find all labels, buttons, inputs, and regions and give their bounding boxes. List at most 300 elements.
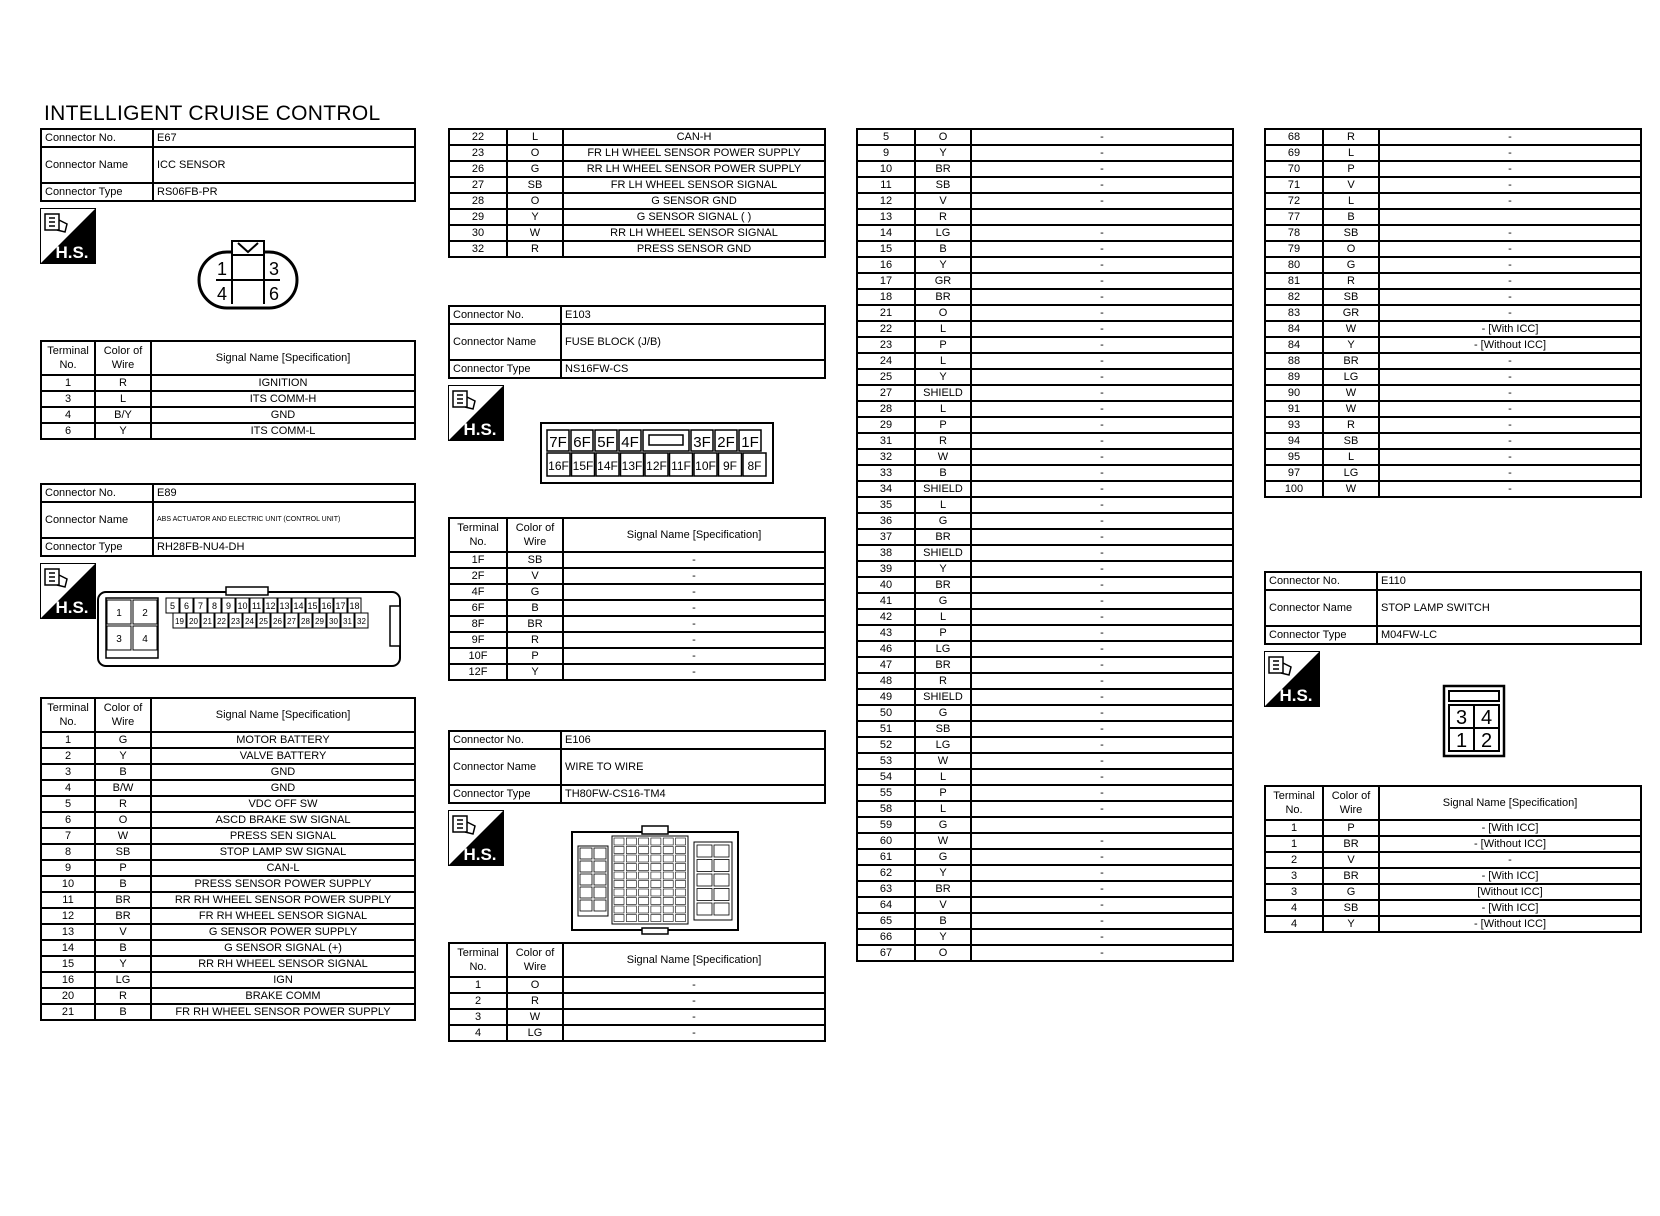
e89-pin-label: 30 bbox=[329, 617, 338, 626]
e106-row bbox=[1265, 321, 1641, 337]
e106-signal-name: - bbox=[563, 1009, 825, 1025]
e67-wire-color: Y bbox=[95, 423, 151, 439]
e89-wire-color: SB bbox=[507, 177, 563, 193]
e106-signal-name: - bbox=[971, 129, 1233, 145]
e89-terminal-no: 4 bbox=[41, 780, 95, 796]
e110-pin-label: 4 bbox=[1480, 707, 1493, 729]
e89-row bbox=[41, 924, 415, 940]
e67-connector-name: ICC SENSOR bbox=[153, 147, 415, 183]
e89-pin-label: 1 bbox=[116, 608, 122, 619]
page-title: INTELLIGENT CRUISE CONTROL bbox=[44, 102, 381, 125]
e106-row bbox=[857, 481, 1233, 497]
e106-terminal-no: 27 bbox=[857, 385, 915, 401]
e89-terminal-no: 26 bbox=[449, 161, 507, 177]
e106-wire-color: SHIELD bbox=[915, 689, 971, 705]
e106-signal-name: - bbox=[1379, 273, 1641, 289]
e106-row bbox=[1265, 369, 1641, 385]
e106-terminal-no: 70 bbox=[1265, 161, 1323, 177]
e67-row bbox=[41, 423, 415, 439]
e106-wire-color: L bbox=[915, 497, 971, 513]
e106-terminal-no: 89 bbox=[1265, 369, 1323, 385]
e89-row bbox=[449, 177, 825, 193]
e103-terminal-no: 9F bbox=[449, 632, 507, 648]
e106-signal-name: - bbox=[971, 385, 1233, 401]
e89-terminal-no: 2 bbox=[41, 748, 95, 764]
e89-wire-color: Y bbox=[95, 748, 151, 764]
e106-row bbox=[1265, 161, 1641, 177]
e106-row bbox=[1265, 129, 1641, 145]
e67-wire-color: R bbox=[95, 375, 151, 391]
e106-wire-color: G bbox=[915, 849, 971, 865]
e89-signal-name: VDC OFF SW bbox=[151, 796, 415, 812]
e106-wire-color: GR bbox=[915, 273, 971, 289]
e106-signal-name: - bbox=[971, 769, 1233, 785]
e106-terminal-no: 31 bbox=[857, 433, 915, 449]
e89-signal-name: CAN-H bbox=[563, 129, 825, 145]
e106-row bbox=[857, 577, 1233, 593]
e106-terminal-no: 38 bbox=[857, 545, 915, 561]
e103-wire-color: G bbox=[507, 584, 563, 600]
e89-terminal-no: 16 bbox=[41, 972, 95, 988]
e103-row bbox=[449, 648, 825, 664]
e106-terminal-no: 84 bbox=[1265, 337, 1323, 353]
e89-wire-color: BR bbox=[95, 908, 151, 924]
e89-pin-label: 6 bbox=[183, 601, 190, 611]
e89-connector-name: ABS ACTUATOR AND ELECTRIC UNIT (CONTROL UNIT) bbox=[153, 502, 415, 538]
e67-terminal-no: 6 bbox=[41, 423, 95, 439]
e106-terminal-no: 18 bbox=[857, 289, 915, 305]
e106-terminal-table bbox=[448, 942, 826, 1042]
e106-signal-name bbox=[971, 817, 1233, 833]
e106-row bbox=[857, 913, 1233, 929]
e106-connector-name: WIRE TO WIRE bbox=[561, 749, 825, 785]
e106-signal-name: - bbox=[1379, 145, 1641, 161]
e106-terminal-no: 71 bbox=[1265, 177, 1323, 193]
e89-signal-name: RR LH WHEEL SENSOR SIGNAL bbox=[563, 225, 825, 241]
e103-row bbox=[449, 632, 825, 648]
e106-wire-color: O bbox=[507, 977, 563, 993]
e106-row bbox=[1265, 241, 1641, 257]
e106-wire-color: BR bbox=[915, 657, 971, 673]
e106-signal-name: - bbox=[1379, 433, 1641, 449]
e89-signal-name: G SENSOR GND bbox=[563, 193, 825, 209]
e103-wire-color: V bbox=[507, 568, 563, 584]
e89-terminal-no: 20 bbox=[41, 988, 95, 1004]
e106-row bbox=[857, 657, 1233, 673]
e110-row bbox=[1265, 916, 1641, 932]
e67-terminal-no: 3 bbox=[41, 391, 95, 407]
e106-wire-color: LG bbox=[1323, 465, 1379, 481]
e106-wire-color: LG bbox=[915, 641, 971, 657]
e89-signal-name: PRESS SENSOR POWER SUPPLY bbox=[151, 876, 415, 892]
e89-terminal-no: 1 bbox=[41, 732, 95, 748]
e89-pin-label: 19 bbox=[175, 617, 184, 626]
e106-row bbox=[857, 881, 1233, 897]
e106-wire-color: LG bbox=[915, 737, 971, 753]
e106-wire-color: P bbox=[915, 625, 971, 641]
e106-signal-name: - bbox=[971, 913, 1233, 929]
e106-wire-color: R bbox=[915, 209, 971, 225]
e106-terminal-no: 3 bbox=[449, 1009, 507, 1025]
e106-signal-name: - bbox=[971, 417, 1233, 433]
e106-wire-color: BR bbox=[915, 529, 971, 545]
e67-terminal-no: 1 bbox=[41, 375, 95, 391]
e89-row bbox=[41, 732, 415, 748]
e89-signal-name: FR RH WHEEL SENSOR POWER SUPPLY bbox=[151, 1004, 415, 1020]
e106-wire-color: SHIELD bbox=[915, 385, 971, 401]
e106-wire-color: R bbox=[1323, 273, 1379, 289]
e106-terminal-no: 36 bbox=[857, 513, 915, 529]
e106-terminal-no: 1 bbox=[449, 977, 507, 993]
e106-terminal-table-continued bbox=[856, 128, 1234, 962]
e103-pin-label: 2F bbox=[717, 434, 735, 451]
terminal-no-header: Terminal No. bbox=[449, 518, 507, 552]
e106-signal-name: - bbox=[971, 161, 1233, 177]
e89-wire-color: O bbox=[507, 193, 563, 209]
e67-connector-face-diagram bbox=[196, 238, 300, 312]
e106-signal-name: - bbox=[971, 689, 1233, 705]
e106-signal-name: - bbox=[971, 593, 1233, 609]
e106-signal-name: - bbox=[1379, 401, 1641, 417]
e106-row bbox=[857, 129, 1233, 145]
e67-connector-type: RS06FB-PR bbox=[153, 183, 415, 201]
e106-terminal-no: 39 bbox=[857, 561, 915, 577]
e106-signal-name: - bbox=[563, 993, 825, 1009]
e106-row bbox=[1265, 305, 1641, 321]
e106-terminal-no: 61 bbox=[857, 849, 915, 865]
e89-terminal-no: 5 bbox=[41, 796, 95, 812]
e89-terminal-no: 7 bbox=[41, 828, 95, 844]
e110-terminal-no: 4 bbox=[1265, 900, 1323, 916]
e106-signal-name: - bbox=[1379, 241, 1641, 257]
e110-signal-name: - [Without ICC] bbox=[1379, 836, 1641, 852]
e106-signal-name: - bbox=[971, 177, 1233, 193]
e106-signal-name: - bbox=[1379, 193, 1641, 209]
e106-wire-color: SB bbox=[1323, 433, 1379, 449]
e106-wire-color: R bbox=[915, 433, 971, 449]
e89-connector-no: E89 bbox=[153, 484, 415, 502]
e106-terminal-no: 24 bbox=[857, 353, 915, 369]
e110-wire-color: BR bbox=[1323, 836, 1379, 852]
e110-row bbox=[1265, 868, 1641, 884]
e103-signal-name: - bbox=[563, 632, 825, 648]
e89-wire-color: G bbox=[507, 161, 563, 177]
e106-row bbox=[857, 177, 1233, 193]
e106-row bbox=[1265, 417, 1641, 433]
connector-hand-icon bbox=[45, 569, 67, 587]
e110-wire-color: SB bbox=[1323, 900, 1379, 916]
e106-row bbox=[857, 369, 1233, 385]
e106-wire-color: O bbox=[915, 129, 971, 145]
e106-row bbox=[1265, 433, 1641, 449]
e89-signal-name: MOTOR BATTERY bbox=[151, 732, 415, 748]
e89-pin-label: 7 bbox=[197, 601, 204, 611]
e106-signal-name: - bbox=[971, 529, 1233, 545]
e89-row bbox=[41, 844, 415, 860]
e103-signal-name: - bbox=[563, 552, 825, 568]
e106-wire-color: Y bbox=[1323, 337, 1379, 353]
hs-label: H.S. bbox=[463, 420, 497, 439]
connector-type-label: Connector Type bbox=[449, 785, 561, 803]
e106-signal-name: - bbox=[971, 273, 1233, 289]
e106-row bbox=[857, 673, 1233, 689]
e89-signal-name: FR LH WHEEL SENSOR POWER SUPPLY bbox=[563, 145, 825, 161]
e103-row bbox=[449, 616, 825, 632]
e106-wire-color: L bbox=[915, 321, 971, 337]
e106-row bbox=[1265, 353, 1641, 369]
hs-harness-icon bbox=[40, 563, 96, 619]
e103-pin-label: 13F bbox=[621, 459, 643, 473]
e106-terminal-no: 21 bbox=[857, 305, 915, 321]
e106-wire-color: P bbox=[915, 785, 971, 801]
e106-row bbox=[857, 513, 1233, 529]
connector-type-label: Connector Type bbox=[449, 360, 561, 378]
e106-signal-name: - bbox=[971, 657, 1233, 673]
e106-signal-name: - bbox=[1379, 369, 1641, 385]
connector-no-label: Connector No. bbox=[41, 484, 153, 502]
e106-wire-color: B bbox=[915, 465, 971, 481]
e106-row bbox=[857, 561, 1233, 577]
e89-signal-name: CAN-L bbox=[151, 860, 415, 876]
e106-row bbox=[857, 801, 1233, 817]
e106-row bbox=[1265, 465, 1641, 481]
e89-terminal-no: 23 bbox=[449, 145, 507, 161]
e89-pin-label: 26 bbox=[273, 617, 282, 626]
e106-terminal-no: 12 bbox=[857, 193, 915, 209]
color-of-wire-header: Color of Wire bbox=[1323, 786, 1379, 820]
e106-wire-color: V bbox=[915, 897, 971, 913]
e106-terminal-no: 97 bbox=[1265, 465, 1323, 481]
e110-connector-name: STOP LAMP SWITCH bbox=[1377, 590, 1641, 626]
e89-pin-label: 8 bbox=[211, 601, 218, 611]
hs-harness-icon bbox=[40, 208, 96, 264]
e67-pin-1: 1 bbox=[216, 259, 228, 279]
e106-row bbox=[449, 1025, 825, 1041]
e103-pin-label: 12F bbox=[646, 459, 667, 473]
e106-terminal-no: 43 bbox=[857, 625, 915, 641]
e106-wire-color: SB bbox=[1323, 289, 1379, 305]
e106-wire-color: BR bbox=[1323, 353, 1379, 369]
e106-terminal-no: 17 bbox=[857, 273, 915, 289]
connector-name-label: Connector Name bbox=[41, 147, 153, 183]
e103-pin-label: 11F bbox=[671, 459, 691, 473]
e110-signal-name: [Without ICC] bbox=[1379, 884, 1641, 900]
e106-row bbox=[1265, 273, 1641, 289]
e106-wire-color: R bbox=[1323, 129, 1379, 145]
e89-terminal-no: 11 bbox=[41, 892, 95, 908]
e67-pin-6: 6 bbox=[268, 284, 280, 304]
e106-row bbox=[857, 241, 1233, 257]
e67-signal-name: GND bbox=[151, 407, 415, 423]
e67-terminal-no: 4 bbox=[41, 407, 95, 423]
e106-wire-color: G bbox=[915, 705, 971, 721]
e106-row bbox=[857, 529, 1233, 545]
e106-wire-color: SB bbox=[915, 177, 971, 193]
e89-signal-name: IGN bbox=[151, 972, 415, 988]
e67-pin-4: 4 bbox=[216, 284, 228, 304]
e106-terminal-no: 59 bbox=[857, 817, 915, 833]
e106-terminal-no: 50 bbox=[857, 705, 915, 721]
e106-signal-name: - bbox=[971, 369, 1233, 385]
e106-wire-color: SHIELD bbox=[915, 481, 971, 497]
e110-wire-color: Y bbox=[1323, 916, 1379, 932]
signal-name-header: Signal Name [Specification] bbox=[151, 341, 415, 375]
e106-terminal-no: 23 bbox=[857, 337, 915, 353]
e89-row bbox=[41, 748, 415, 764]
hs-label: H.S. bbox=[55, 598, 89, 617]
e106-wire-color: G bbox=[915, 593, 971, 609]
terminal-no-header: Terminal No. bbox=[41, 341, 95, 375]
color-of-wire-header: Color of Wire bbox=[507, 943, 563, 977]
e89-signal-name: PRESS SEN SIGNAL bbox=[151, 828, 415, 844]
e106-wire-color: O bbox=[915, 945, 971, 961]
e89-pin-label: 3 bbox=[116, 634, 122, 645]
e110-terminal-table bbox=[1264, 785, 1642, 933]
e89-row bbox=[449, 161, 825, 177]
e89-row bbox=[41, 956, 415, 972]
e106-row bbox=[1265, 193, 1641, 209]
e106-row bbox=[449, 1009, 825, 1025]
e106-wire-color: B bbox=[915, 241, 971, 257]
e106-terminal-no: 41 bbox=[857, 593, 915, 609]
e89-row bbox=[41, 780, 415, 796]
e110-row bbox=[1265, 852, 1641, 868]
e110-terminal-no: 3 bbox=[1265, 868, 1323, 884]
connector-name-label: Connector Name bbox=[1265, 590, 1377, 626]
e89-pin-label: 13 bbox=[279, 601, 290, 611]
e106-signal-name: - bbox=[971, 481, 1233, 497]
e103-row bbox=[449, 600, 825, 616]
e106-row bbox=[857, 497, 1233, 513]
e89-pin-label: 10 bbox=[237, 601, 248, 611]
e106-signal-name: - bbox=[971, 625, 1233, 641]
e106-terminal-no: 16 bbox=[857, 257, 915, 273]
e106-row bbox=[1265, 209, 1641, 225]
e89-pin-label: 24 bbox=[245, 617, 254, 626]
e103-wire-color: BR bbox=[507, 616, 563, 632]
connector-hand-icon bbox=[453, 391, 475, 409]
e103-wire-color: Y bbox=[507, 664, 563, 680]
e103-pin-label: 1F bbox=[741, 434, 759, 451]
color-of-wire-header: Color of Wire bbox=[507, 518, 563, 552]
e106-terminal-no: 55 bbox=[857, 785, 915, 801]
e106-wire-color: W bbox=[915, 833, 971, 849]
e106-wire-color: SB bbox=[915, 721, 971, 737]
e106-signal-name: - bbox=[563, 977, 825, 993]
e106-signal-name: - bbox=[971, 305, 1233, 321]
e106-signal-name: - bbox=[971, 929, 1233, 945]
e106-terminal-no: 5 bbox=[857, 129, 915, 145]
e106-terminal-no: 46 bbox=[857, 641, 915, 657]
e106-row bbox=[857, 849, 1233, 865]
e89-terminal-no: 3 bbox=[41, 764, 95, 780]
e106-terminal-no: 68 bbox=[1265, 129, 1323, 145]
e106-row bbox=[857, 897, 1233, 913]
e106-terminal-no: 84 bbox=[1265, 321, 1323, 337]
e106-row bbox=[857, 257, 1233, 273]
hs-label: H.S. bbox=[463, 845, 497, 864]
e106-terminal-no: 14 bbox=[857, 225, 915, 241]
e106-signal-name: - bbox=[971, 865, 1233, 881]
e106-wire-color: G bbox=[915, 817, 971, 833]
e89-terminal-no: 6 bbox=[41, 812, 95, 828]
e67-signal-name: ITS COMM-H bbox=[151, 391, 415, 407]
e103-pin-label: 16F bbox=[548, 459, 569, 473]
e103-wire-color: P bbox=[507, 648, 563, 664]
e106-row bbox=[857, 865, 1233, 881]
e89-wire-color: W bbox=[95, 828, 151, 844]
e106-signal-name: - bbox=[971, 193, 1233, 209]
e89-row bbox=[449, 209, 825, 225]
e106-signal-name: - [With ICC] bbox=[1379, 321, 1641, 337]
e89-wire-color: P bbox=[95, 860, 151, 876]
e89-row bbox=[41, 892, 415, 908]
e89-signal-name: BRAKE COMM bbox=[151, 988, 415, 1004]
e106-signal-name: - bbox=[971, 721, 1233, 737]
e89-wire-color: V bbox=[95, 924, 151, 940]
e106-signal-name: - bbox=[971, 737, 1233, 753]
e89-signal-name: G SENSOR SIGNAL (+) bbox=[151, 940, 415, 956]
e103-terminal-no: 10F bbox=[449, 648, 507, 664]
e89-row bbox=[449, 241, 825, 257]
e106-terminal-no: 51 bbox=[857, 721, 915, 737]
e103-wire-color: B bbox=[507, 600, 563, 616]
e106-terminal-no: 79 bbox=[1265, 241, 1323, 257]
e106-row bbox=[857, 705, 1233, 721]
e106-connector-no: E106 bbox=[561, 731, 825, 749]
e106-signal-name: - bbox=[1379, 417, 1641, 433]
e67-row bbox=[41, 391, 415, 407]
e106-signal-name: - bbox=[971, 321, 1233, 337]
e106-signal-name: - bbox=[1379, 449, 1641, 465]
e106-wire-color: W bbox=[1323, 481, 1379, 497]
e106-row bbox=[1265, 225, 1641, 241]
e106-signal-name: - bbox=[1379, 129, 1641, 145]
e106-wire-color: L bbox=[915, 401, 971, 417]
e89-wire-color: BR bbox=[95, 892, 151, 908]
e106-terminal-table-continued-2 bbox=[1264, 128, 1642, 498]
e89-terminal-no: 27 bbox=[449, 177, 507, 193]
color-of-wire-header: Color of Wire bbox=[95, 341, 151, 375]
e106-row bbox=[1265, 401, 1641, 417]
e106-wire-color: Y bbox=[915, 929, 971, 945]
e89-wire-color: G bbox=[95, 732, 151, 748]
e106-signal-name: - bbox=[971, 337, 1233, 353]
e89-pin-label: 22 bbox=[217, 617, 226, 626]
e103-signal-name: - bbox=[563, 648, 825, 664]
e103-row bbox=[449, 664, 825, 680]
e103-connector-face-diagram bbox=[540, 422, 774, 484]
e106-signal-name: - bbox=[1379, 257, 1641, 273]
e106-connector-type: TH80FW-CS16-TM4 bbox=[561, 785, 825, 803]
signal-name-header: Signal Name [Specification] bbox=[563, 943, 825, 977]
e106-wire-color: B bbox=[915, 913, 971, 929]
e89-pin-label: 21 bbox=[203, 617, 212, 626]
e106-signal-name: - bbox=[971, 945, 1233, 961]
e89-pin-label: 4 bbox=[142, 634, 148, 645]
e110-wire-color: V bbox=[1323, 852, 1379, 868]
e106-wire-color: L bbox=[1323, 145, 1379, 161]
color-of-wire-header: Color of Wire bbox=[95, 698, 151, 732]
e106-signal-name: - bbox=[971, 673, 1233, 689]
e89-pin-label: 31 bbox=[343, 617, 352, 626]
e103-signal-name: - bbox=[563, 568, 825, 584]
e89-pin-label: 32 bbox=[357, 617, 366, 626]
e106-terminal-no: 52 bbox=[857, 737, 915, 753]
e106-signal-name: - bbox=[971, 241, 1233, 257]
e89-signal-name: GND bbox=[151, 764, 415, 780]
e106-row bbox=[1265, 481, 1641, 497]
